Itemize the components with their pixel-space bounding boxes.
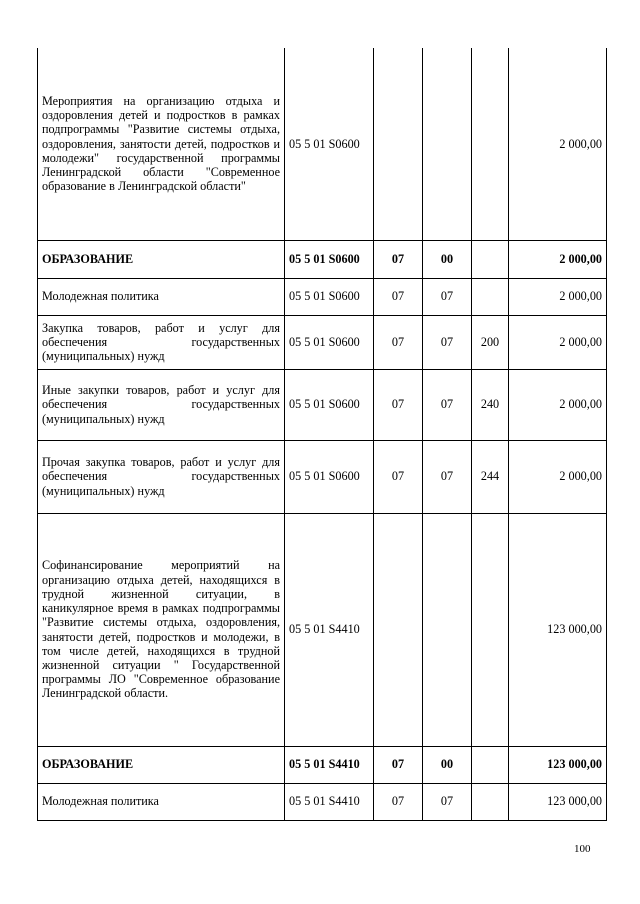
- row-name: Мероприятия на организацию отдыха и оздоровления детей и подростков в рамках подпрограммы "Развитие системы отдыха, оздоровления, занятости детей, подростков и молодежи" государственной программы Ленинградской области "Современное образование в Ленинградской области": [38, 48, 285, 240]
- row-subsection: 07: [423, 783, 472, 820]
- row-name: Молодежная политика: [38, 783, 285, 820]
- row-code: 05 5 01 S4410: [285, 513, 374, 746]
- row-amount: 123 000,00: [509, 746, 607, 783]
- row-subsection: 07: [423, 315, 472, 369]
- row-section: 07: [374, 278, 423, 315]
- row-subsection: 07: [423, 278, 472, 315]
- table-row: [38, 440, 607, 513]
- row-name: Молодежная политика: [38, 278, 285, 315]
- row-amount: 2 000,00: [509, 369, 607, 440]
- row-code: 05 5 01 S4410: [285, 746, 374, 783]
- table-row: [38, 369, 607, 440]
- row-amount: 2 000,00: [509, 278, 607, 315]
- row-vr: 240: [472, 369, 509, 440]
- row-code: 05 5 01 S0600: [285, 278, 374, 315]
- row-amount: 2 000,00: [509, 48, 607, 240]
- row-section: 07: [374, 315, 423, 369]
- row-vr: [472, 783, 509, 820]
- table-row: [38, 315, 607, 369]
- row-vr: [472, 48, 509, 240]
- table-row: [38, 513, 607, 746]
- row-subsection: [423, 513, 472, 746]
- row-section: 07: [374, 440, 423, 513]
- row-vr: 244: [472, 440, 509, 513]
- row-subsection: [423, 48, 472, 240]
- row-name: ОБРАЗОВАНИЕ: [38, 240, 285, 278]
- row-vr: [472, 278, 509, 315]
- row-vr: [472, 513, 509, 746]
- row-name: Софинансирование мероприятий на организацию отдыха детей, находящихся в трудной жизненной ситуации, в каникулярное время в рамках подпрограммы "Развитие системы отдыха, оздоровления, занятости детей, подростков и молодежи, в том числе детей, находящихся в трудной жизненной ситуации " Государственной программы ЛО "Современное образование Ленинградской области.: [38, 513, 285, 746]
- row-amount: 2 000,00: [509, 240, 607, 278]
- table-row: [38, 240, 607, 278]
- row-vr: [472, 746, 509, 783]
- table-row: [38, 783, 607, 820]
- row-section: [374, 48, 423, 240]
- row-name: Иные закупки товаров, работ и услуг для обеспечения государственных (муниципальных) нужд: [38, 369, 285, 440]
- row-section: 07: [374, 369, 423, 440]
- row-subsection: 00: [423, 240, 472, 278]
- row-code: 05 5 01 S0600: [285, 48, 374, 240]
- row-amount: 123 000,00: [509, 513, 607, 746]
- row-subsection: 00: [423, 746, 472, 783]
- row-amount: 2 000,00: [509, 315, 607, 369]
- row-section: 07: [374, 783, 423, 820]
- budget-table: [37, 48, 607, 821]
- row-amount: 123 000,00: [509, 783, 607, 820]
- row-section: 07: [374, 240, 423, 278]
- row-code: 05 5 01 S0600: [285, 315, 374, 369]
- row-name: Закупка товаров, работ и услуг для обеспечения государственных (муниципальных) нужд: [38, 315, 285, 369]
- table-row: [38, 48, 607, 240]
- row-code: 05 5 01 S0600: [285, 240, 374, 278]
- row-name: ОБРАЗОВАНИЕ: [38, 746, 285, 783]
- row-vr: 200: [472, 315, 509, 369]
- row-amount: 2 000,00: [509, 440, 607, 513]
- row-vr: [472, 240, 509, 278]
- table-row: [38, 746, 607, 783]
- table-row: [38, 278, 607, 315]
- row-code: 05 5 01 S4410: [285, 783, 374, 820]
- row-section: [374, 513, 423, 746]
- row-subsection: 07: [423, 369, 472, 440]
- row-code: 05 5 01 S0600: [285, 369, 374, 440]
- row-section: 07: [374, 746, 423, 783]
- row-code: 05 5 01 S0600: [285, 440, 374, 513]
- row-subsection: 07: [423, 440, 472, 513]
- page-number: 100: [574, 843, 591, 855]
- row-name: Прочая закупка товаров, работ и услуг для обеспечения государственных (муниципальных) нужд: [38, 440, 285, 513]
